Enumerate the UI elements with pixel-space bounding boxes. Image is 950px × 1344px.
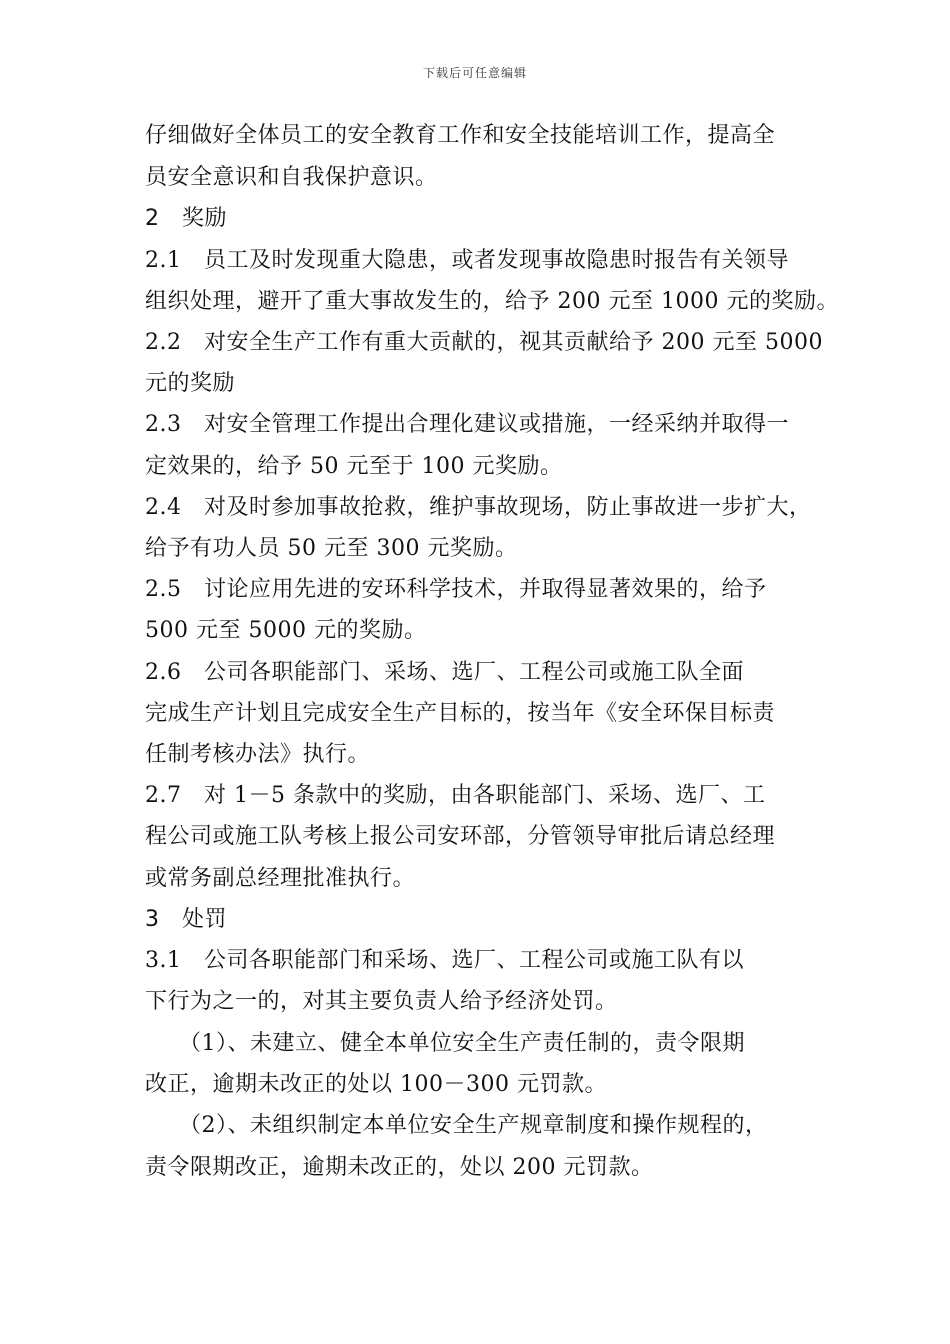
- body-line: 改正，逾期未改正的处以 100－300 元罚款。: [145, 1072, 607, 1097]
- page-header: 下载后可任意编辑: [422, 66, 527, 80]
- body-line: 组织处理，避开了重大事故发生的，给予 200 元至 1000 元的奖励。: [145, 289, 839, 314]
- body-line: 2.7 对 1－5 条款中的奖励，由各职能部门、采场、选厂、工: [145, 783, 766, 808]
- body-line: 员安全意识和自我保护意识。: [145, 165, 438, 190]
- body-line: 仔细做好全体员工的安全教育工作和安全技能培训工作，提高全: [145, 123, 776, 148]
- body-line: （2）、未组织制定本单位安全生产规章制度和操作规程的，: [145, 1113, 768, 1138]
- body-line: 元的奖励: [145, 371, 236, 396]
- body-line: 3.1 公司各职能部门和采场、选厂、工程公司或施工队有以: [145, 948, 744, 973]
- body-line: 2.4 对及时参加事故抢救，维护事故现场，防止事故进一步扩大，: [145, 495, 812, 520]
- body-line: 责令限期改正，逾期未改正的，处以 200 元罚款。: [145, 1155, 654, 1180]
- body-line: 程公司或施工队考核上报公司安环部，分管领导审批后请总经理: [145, 824, 776, 849]
- body-line: 定效果的，给予 50 元至于 100 元奖励。: [145, 454, 563, 479]
- section-heading: 2 奖励: [145, 206, 227, 231]
- body-line: 500 元至 5000 元的奖励。: [145, 618, 427, 643]
- section-heading: 3 处罚: [145, 907, 227, 932]
- body-line: 给予有功人员 50 元至 300 元奖励。: [145, 536, 518, 561]
- body-line: 2.1 员工及时发现重大隐患，或者发现事故隐患时报告有关领导: [145, 248, 789, 273]
- body-line: 2.3 对安全管理工作提出合理化建议或措施，一经采纳并取得一: [145, 412, 789, 437]
- body-line: 2.2 对安全生产工作有重大贡献的，视其贡献给予 200 元至 5000: [145, 330, 823, 355]
- body-line: 2.6 公司各职能部门、采场、选厂、工程公司或施工队全面: [145, 660, 744, 685]
- body-line: 完成生产计划且完成安全生产目标的，按当年《安全环保目标责: [145, 701, 776, 726]
- body-line: 2.5 讨论应用先进的安环科学技术，并取得显著效果的，给予: [145, 577, 767, 602]
- body-line: 或常务副总经理批准执行。: [145, 866, 416, 891]
- body-line: 任制考核办法》执行。: [145, 742, 371, 767]
- body-line: 下行为之一的，对其主要负责人给予经济处罚。: [145, 989, 618, 1014]
- body-line: （1）、未建立、健全本单位安全生产责任制的，责令限期: [145, 1031, 745, 1056]
